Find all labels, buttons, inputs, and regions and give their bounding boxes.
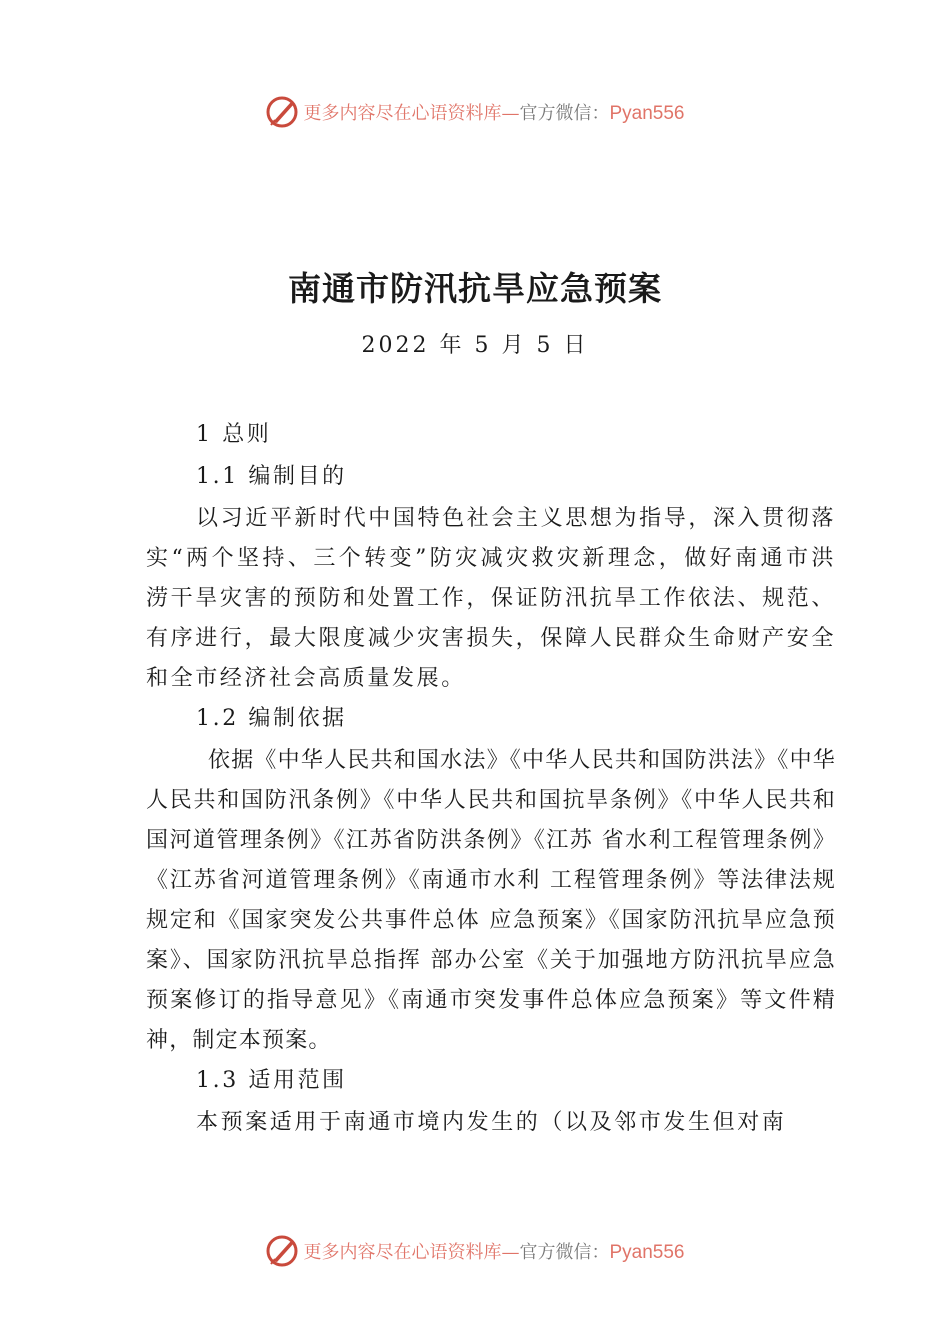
paragraph: 依据《中华人民共和国水法》《中华人民共和国防洪法》《中华人民共和国防汛条例》《中华人民共和国抗旱条例》《中华人民共和国河道管理条例》《江苏省防洪条例》《江苏 省水利工程管理条例》《江苏省河道管理条例》《南通市水利 工程管理条例》等法律法规规定和《国家突发公共事件总体 应急预案》《国家防汛抗旱应急预案》、国家防汛抗旱总指挥 部办公室《关于加强地方防汛抗旱应急预案修订的指导意见》《南通市突发事件总体应急预案》等文件精神，制定本预案。: [146, 748, 836, 1053]
document-date: 2022 年 5 月 5 日: [361, 333, 589, 358]
quill-logo-icon: [265, 95, 299, 129]
document-body: [146, 415, 836, 1143]
quill-logo-icon: [265, 1234, 299, 1268]
watermark-text: 更多内容尽在心语资料库—官方微信：Pyan556: [303, 103, 685, 124]
section-heading: 1 总则: [196, 422, 272, 447]
watermark-header: [0, 95, 950, 129]
section-heading: 1.1 编制目的: [196, 464, 347, 489]
section-heading: 1.2 编制依据: [196, 706, 347, 731]
paragraph: 以习近平新时代中国特色社会主义思想为指导，深入贯彻落实“两个坚持、三个转变”防灾减灾救灾新理念，做好南通市洪涝干旱灾害的预防和处置工作，保证防汛抗旱工作依法、规范、有序进行，最大限度减少灾害损失，保障人民群众生命财产安全和全市经济社会高质量发展。: [146, 506, 836, 691]
paragraph: 本预案适用于南通市境内发生的（以及邻市发生但对南: [196, 1110, 787, 1135]
section-heading: 1.3 适用范围: [196, 1068, 347, 1093]
watermark-text: 更多内容尽在心语资料库—官方微信：Pyan556: [303, 1242, 685, 1263]
watermark-footer: [0, 1234, 950, 1268]
document-title: 南通市防汛抗旱应急预案: [288, 269, 662, 308]
